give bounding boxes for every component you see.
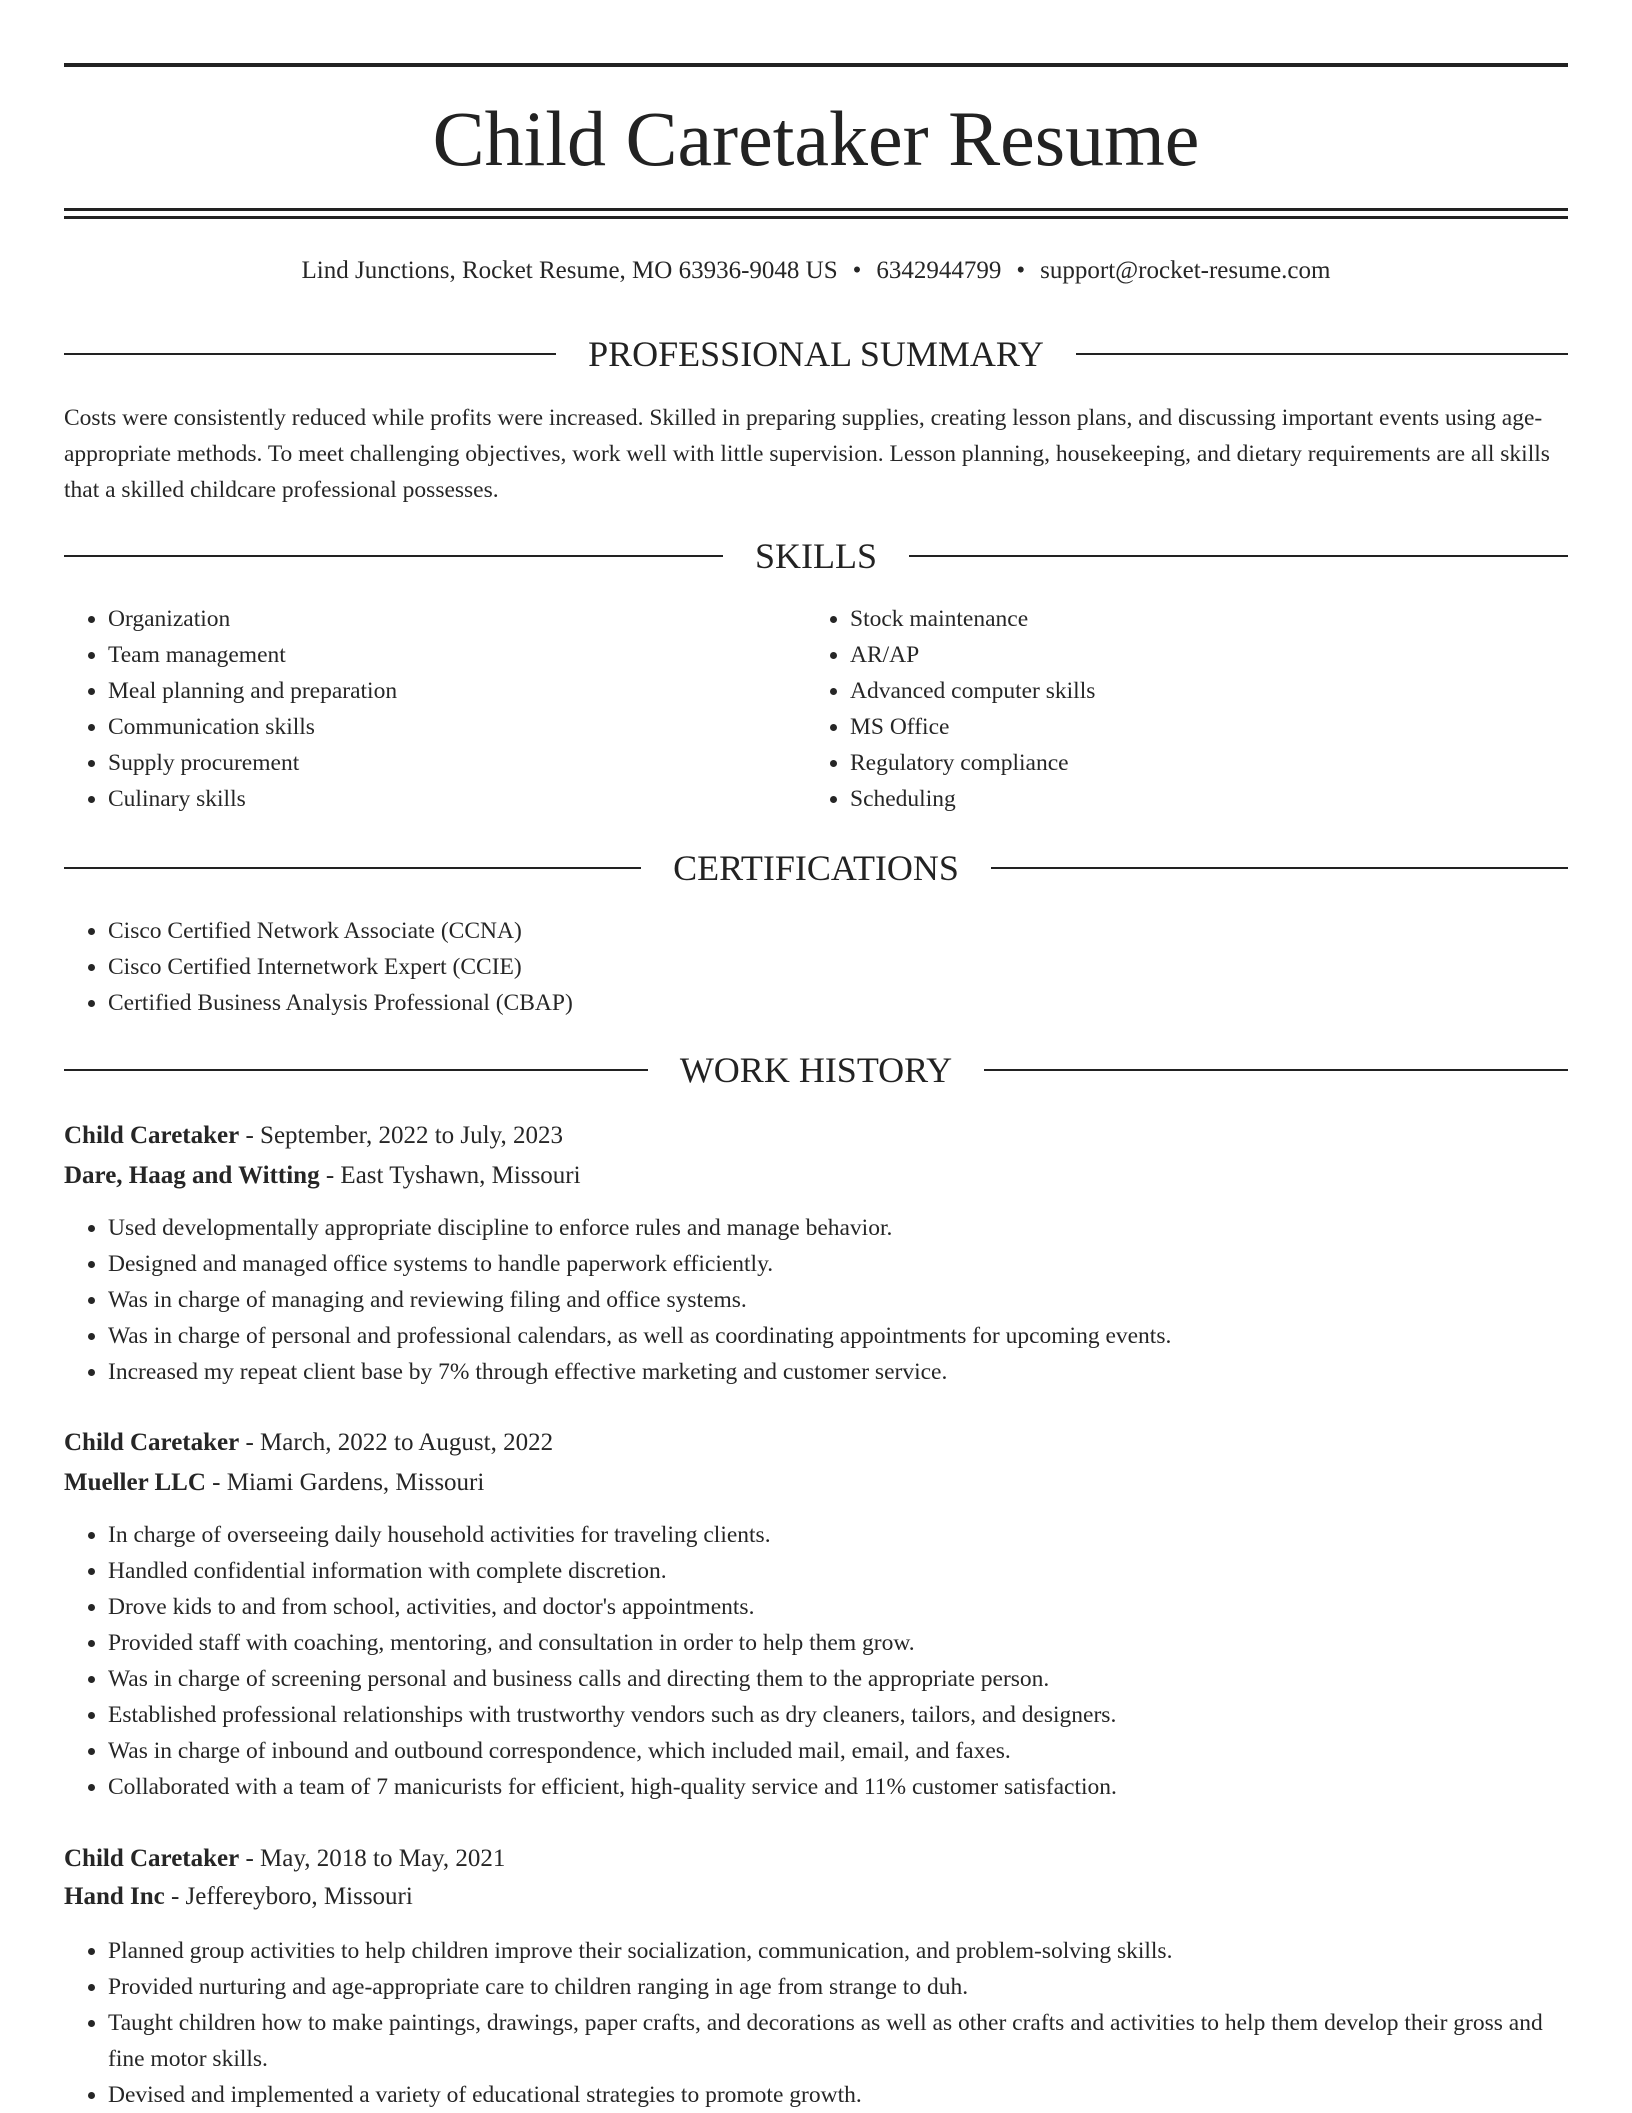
job-bullets	[64, 1933, 1568, 2113]
certification-item: • Certified Business Analysis Professional (CBAP)	[108, 985, 1568, 1021]
job-bullet: • Provided nurturing and age-appropriate care to children ranging in age from strange to duh.	[108, 1969, 1568, 2005]
job-title: Child Caretaker	[64, 1122, 240, 1149]
job-bullet: • Established professional relationships with trustworthy vendors such as dry cleaners, tailors, and designers.	[108, 1697, 1568, 1733]
contact-phone: 6342944799	[876, 257, 1002, 284]
job-bullet: • Handled confidential information with complete discretion.	[108, 1553, 1568, 1589]
job-bullet: • Was in charge of screening personal and business calls and directing them to the appropriate person.	[108, 1661, 1568, 1697]
job-employer: Hand Inc	[64, 1883, 165, 1910]
contact-separator: •	[852, 257, 862, 284]
title-underline-upper	[64, 208, 1568, 211]
job-bullets	[64, 1210, 1568, 1390]
skill-item: • Meal planning and preparation	[108, 673, 804, 709]
job-bullet: • Used developmentally appropriate discipline to enforce rules and manage behavior.	[108, 1210, 1568, 1246]
contact-separator: •	[1016, 257, 1026, 284]
job-location: - East Tyshawn, Missouri	[319, 1162, 581, 1189]
skill-item: • Regulatory compliance	[850, 745, 1546, 781]
job-employer: Mueller LLC	[64, 1469, 206, 1496]
job-dates: - May, 2018 to May, 2021	[239, 1845, 506, 1872]
contact-line	[64, 254, 1568, 288]
job-bullet: • Increased my repeat client base by 7% through effective marketing and customer service.	[108, 1354, 1568, 1390]
title-underline-lower	[64, 216, 1568, 219]
job-title: Child Caretaker	[64, 1429, 240, 1456]
job-bullet: • Was in charge of managing and reviewing filing and office systems.	[108, 1282, 1568, 1318]
certifications-list	[64, 913, 1568, 1021]
skill-item: • Stock maintenance	[850, 601, 1546, 637]
job-title-line	[64, 1841, 1568, 1877]
job-dates: - September, 2022 to July, 2023	[239, 1122, 563, 1149]
heading-rule-right	[909, 555, 1568, 557]
job-employer-line	[64, 1158, 1568, 1194]
job-title-line	[64, 1425, 1568, 1461]
skill-item: • Advanced computer skills	[850, 673, 1546, 709]
heading-rule-left	[64, 555, 723, 557]
heading-rule-right	[991, 867, 1568, 869]
skill-item: • Scheduling	[850, 781, 1546, 817]
contact-email: support@rocket-resume.com	[1040, 257, 1331, 284]
top-rule	[64, 63, 1568, 67]
job-bullets	[64, 1517, 1568, 1805]
section-heading-certifications	[64, 846, 1568, 890]
job-bullet: • Drove kids to and from school, activities, and doctor's appointments.	[108, 1589, 1568, 1625]
certification-item: • Cisco Certified Internetwork Expert (CCIE)	[108, 949, 1568, 985]
heading-rule-left	[64, 1069, 648, 1071]
job-title: Child Caretaker	[64, 1845, 240, 1872]
section-title: WORK HISTORY	[679, 1050, 953, 1090]
skills-column-right	[806, 601, 1546, 817]
job-bullet: • Designed and managed office systems to handle paperwork efficiently.	[108, 1246, 1568, 1282]
skill-item: • Supply procurement	[108, 745, 804, 781]
job-title-line	[64, 1118, 1568, 1154]
skill-item: • AR/AP	[850, 637, 1546, 673]
skills-column-left	[64, 601, 804, 817]
job-location: - Jeffereyboro, Missouri	[164, 1883, 413, 1910]
section-title: PROFESSIONAL SUMMARY	[588, 334, 1044, 374]
job-bullet: • Was in charge of inbound and outbound correspondence, which included mail, email, and faxes.	[108, 1733, 1568, 1769]
heading-rule-right	[1076, 353, 1568, 355]
job-employer-line	[64, 1879, 1568, 1915]
skill-item: • Team management	[108, 637, 804, 673]
summary-text: Costs were consistently reduced while profits were increased. Skilled in preparing supplies, creating lesson plans, and discussing important events using age-appropriate methods. To meet challenging objectives, work well with little supervision. Lesson planning, housekeeping, and dietary requirements are all skills that a skilled childcare professional possesses.	[64, 405, 1550, 503]
job-bullet: • Provided staff with coaching, mentoring, and consultation in order to help them grow.	[108, 1625, 1568, 1661]
skill-item: • Organization	[108, 601, 804, 637]
job-bullet: • In charge of overseeing daily household activities for traveling clients.	[108, 1517, 1568, 1553]
section-title: CERTIFICATIONS	[673, 848, 959, 888]
job-bullet: • Devised and implemented a variety of educational strategies to promote growth.	[108, 2077, 1568, 2113]
skill-item: • Communication skills	[108, 709, 804, 745]
job-bullet: • Taught children how to make paintings, drawings, paper crafts, and decorations as well as other crafts and activities to help them develop their gross and fine motor skills.	[108, 2005, 1568, 2077]
contact-address: Lind Junctions, Rocket Resume, MO 63936-9048 US	[301, 257, 838, 284]
job-location: - Miami Gardens, Missouri	[205, 1469, 485, 1496]
section-heading-work-history	[64, 1048, 1568, 1092]
resume-title: Child Caretaker Resume	[432, 95, 1200, 182]
heading-rule-left	[64, 867, 641, 869]
job-bullet: • Was in charge of personal and professional calendars, as well as coordinating appointments for upcoming events.	[108, 1318, 1568, 1354]
section-title: SKILLS	[755, 536, 878, 576]
skill-item: • MS Office	[850, 709, 1546, 745]
job-employer: Dare, Haag and Witting	[64, 1162, 320, 1189]
job-employer-line	[64, 1465, 1568, 1501]
section-heading-summary	[64, 332, 1568, 376]
certification-item: • Cisco Certified Network Associate (CCNA)	[108, 913, 1568, 949]
heading-rule-right	[984, 1069, 1568, 1071]
job-bullet: • Planned group activities to help children improve their socialization, communication, and problem-solving skills.	[108, 1933, 1568, 1969]
job-dates: - March, 2022 to August, 2022	[239, 1429, 554, 1456]
section-heading-skills	[64, 534, 1568, 578]
job-bullet: • Collaborated with a team of 7 manicurists for efficient, high-quality service and 11% customer satisfaction.	[108, 1769, 1568, 1805]
heading-rule-left	[64, 353, 556, 355]
skill-item: • Culinary skills	[108, 781, 804, 817]
